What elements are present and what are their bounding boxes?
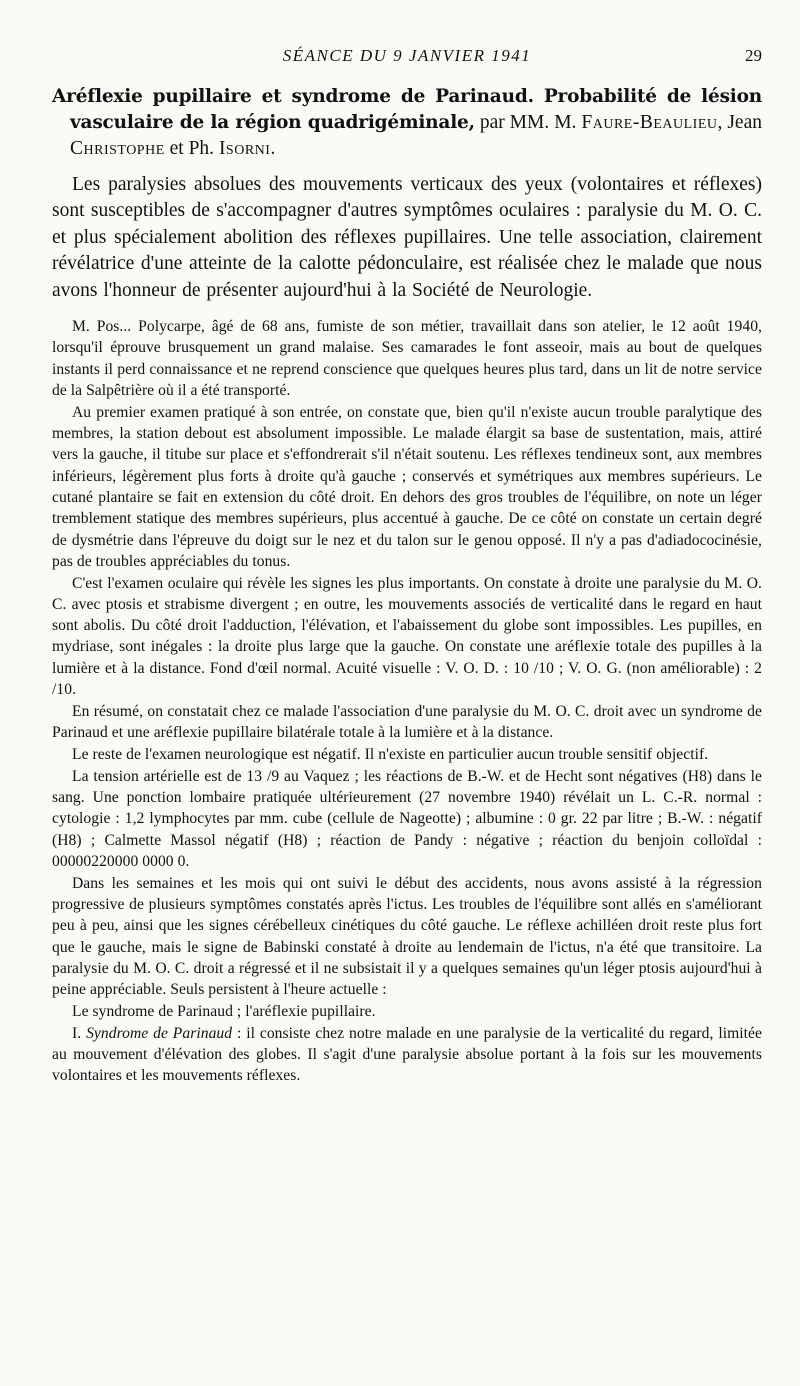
case-paragraph: M. Pos... Polycarpe, âgé de 68 ans, fumiste de son métier, travaillait dans son atelier, le 12 août 1940, lorsqu'il éprouve brusquement un grand malaise. Ses camarades le font asseoir, mais au bout de quelques instants il perd connaissance et ne reprend conscience que quelques heures plus tard, dans un lit de notre service de la Salpêtrière où il a été transporté. — [52, 318, 762, 399]
exam-paragraph: Au premier examen pratiqué à son entrée, on constate que, bien qu'il n'existe aucun trouble paralytique des membres, la station debout est absolument impossible. Le malade élargit sa base de sustentation, mais, attiré vers la gauche, il titube sur place et s'effondrerait s'il n'était soutenu. Les réflexes tendineux sont, aux membres inférieurs, légèrement plus forts à droite qu'à gauche ; conservés et symétriques aux membres supérieurs. Le cutané plantaire se fait en extension du côté droit. En dehors des gros troubles de l'équilibre, on note un léger tremblement statique des membres supérieurs, plus accentué à gauche. De ce côté on constate un certain degré de dysmétrie dans l'épreuve du doigt sur le nez et du talon sur le genou opposé. Il n'y a pas d'adiadococinésie, pas de troubles appréciables du tonus. — [52, 403, 762, 570]
persistent-signs-paragraph: Le syndrome de Parinaud ; l'aréflexie pupillaire. — [72, 1003, 376, 1021]
ocular-paragraph: C'est l'examen oculaire qui révèle les signes les plus importants. On constate à droite une paralysie du M. O. C. avec ptosis et strabisme divergent ; en outre, les mouvements associés de verticalité dans le regard en haut sont abolis. Du côté droit l'adduction, l'élévation, et l'abaissement du globe sont impossibles. Les pupilles, en mydriase, sont inégales : la droite plus large que la gauche. On constate une aréflexie totale des pupilles à la lumière et à la distance. Fond d'œil normal. Acuité visuelle : V. O. D. : 10 /10 ; V. O. G. (non améliorable) : 2 /10. — [52, 574, 762, 699]
evolution-paragraph: Dans les semaines et les mois qui ont suivi le début des accidents, nous avons assisté à la régression progressive de plusieurs symptômes constatés après l'ictus. Les troubles de l'équilibre sont allés en s'améliorant peu à peu, ainsi que les signes cérébelleux cinétiques du côté gauche. Le réflexe achilléen droit reste plus fort que le gauche, mais le signe de Babinski constaté à droite au lendemain de l'ictus, n'a été que transitoire. La paralysie du M. O. C. droit a régressé et il ne subsistait il y a quelques semaines qu'un léger ptosis aujourd'hui à peine appréciable. Seuls persistent à l'heure actuelle : — [52, 874, 762, 999]
intro-paragraph: Les paralysies absolues des mouvements verticaux des yeux (volontaires et réflexes) sont susceptibles de s'accompagner d'autres symptômes oculaires : paralysie du M. O. C. et plus spécialement abolition des réflexes pupillaires. Une telle association, clairement révélatrice d'une atteinte de la calotte pédonculaire, est réalisée chez le malade que nous avons l'honneur de présenter aujourd'hui à la Société de Neurologie. — [52, 174, 762, 301]
author-3: Isorni — [218, 138, 271, 159]
parinaud-paragraph: I. Syndrome de Parinaud : il consiste chez notre malade en une paralysie de la verticalité du regard, limitée au mouvement d'élévation des globes. Il s'agit d'une paralysie absolue portant à la fois sur les mouvements volontaires et les mouvements réflexes. — [52, 1024, 762, 1085]
neuro-paragraph: Le reste de l'examen neurologique est négatif. Il n'existe en particulier aucun trouble sensitif objectif. — [72, 745, 709, 763]
page — [52, 46, 762, 1087]
author-2: Christophe — [70, 138, 165, 159]
author-1: Faure-Beaulieu — [581, 112, 718, 133]
page-number: 29 — [745, 46, 762, 65]
running-title: SÉANCE DU 9 JANVIER 1941 — [282, 46, 532, 65]
lab-paragraph: La tension artérielle est de 13 /9 au Vaquez ; les réactions de B.-W. et de Hecht sont négatives (H8) dans le sang. Une ponction lombaire pratiquée ultérieurement (27 novembre 1940) révélait un L. C.-R. normal : cytologie : 1,2 lymphocytes par mm. cube (cellule de Nageotte) ; albumine : 0 gr. 22 par litre ; B.-W. : négatif (H8) ; Calmette Massol négatif (H8) ; réaction de Pandy : négative ; réaction du benjoin colloïdal : 00000220000 0000 0. — [52, 767, 762, 870]
title-text: Aréflexie pupillaire et syndrome de Parinaud. Probabilité de lésion vasculaire de la région quadrigéminale, — [52, 86, 762, 133]
running-head — [52, 46, 762, 70]
summary-paragraph: En résumé, on constatait chez ce malade l'association d'une paralysie du M. O. C. droit avec un syndrome de Parinaud et une aréflexie pupillaire bilatérale totale à la lumière et à la distance. — [52, 702, 762, 742]
section-heading: Syndrome de Parinaud — [86, 1024, 233, 1042]
article-title: Aréflexie pupillaire et syndrome de Parinaud. Probabilité de lésion vasculaire de la région quadrigéminale, par MM. M. Faure-Beaulieu, Jean Christophe et Ph. Isorni. — [52, 86, 762, 159]
